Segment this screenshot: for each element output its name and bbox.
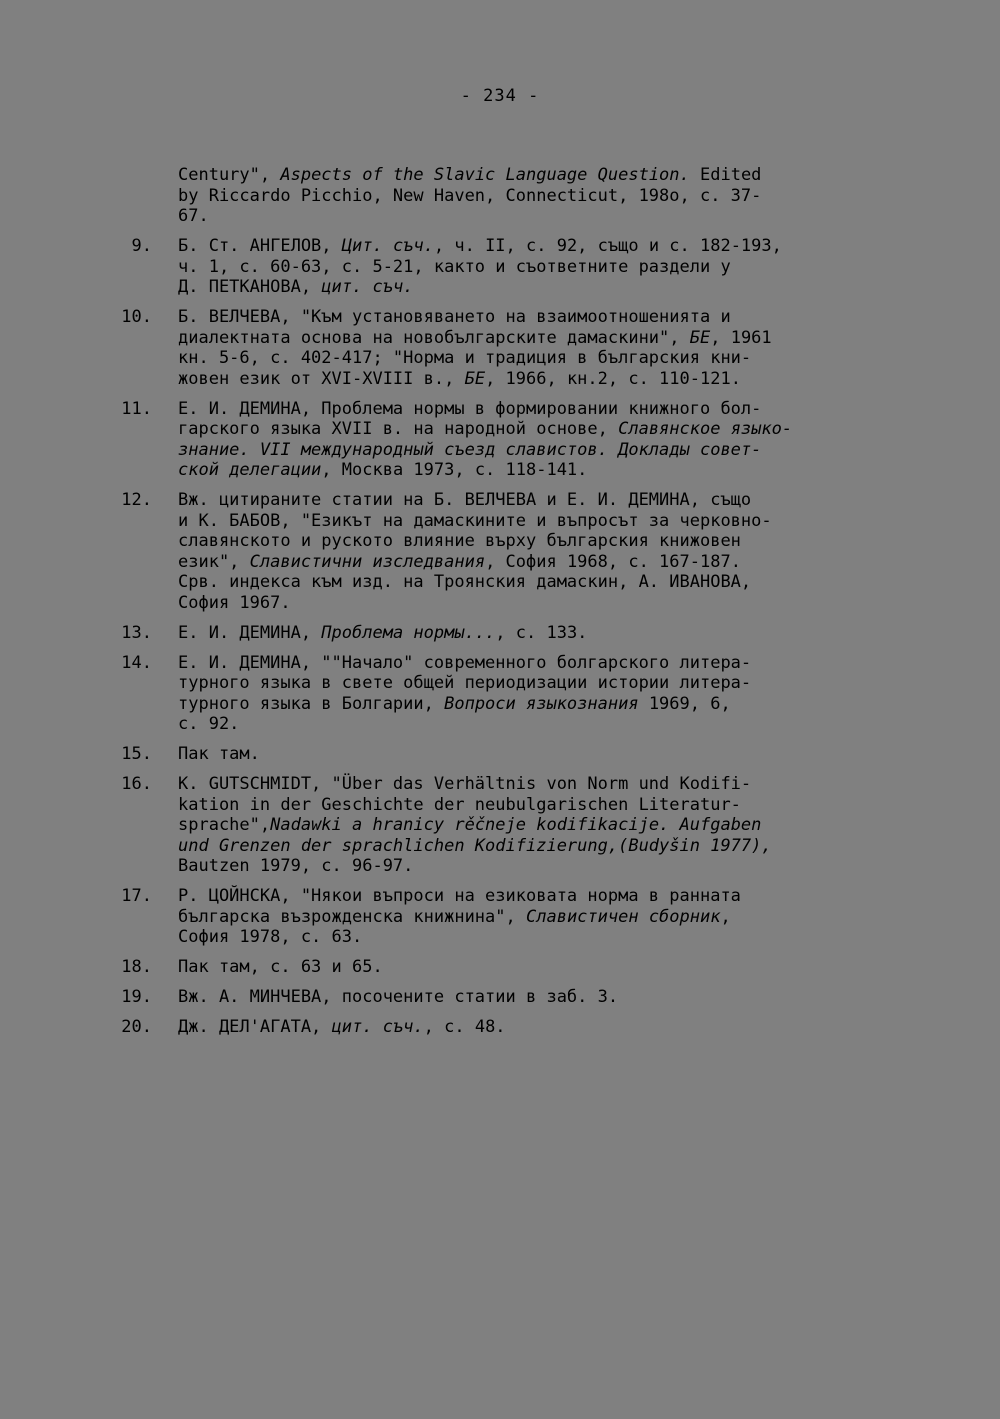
italic-text: Вопроси языкознания [444,693,639,714]
text: жовен език от XVI-XVIII в., [178,368,465,389]
text: Б. Ст. АНГЕЛОВ, [178,236,342,256]
text: език", [178,551,250,572]
footnote-number: 11. [121,398,152,419]
footnote-number: 10. [121,307,152,327]
footnote-line [178,206,900,227]
footnote-line [178,257,900,278]
footnote-number: 15. [121,744,152,764]
footnote-line [178,774,900,795]
footnote-line [178,369,900,390]
footnote-line [178,836,900,857]
footnote-line [178,795,900,816]
italic-text: und Grenzen der sprachlichen Kodifizierung,(Budyšin 1977), [178,835,772,856]
footnote-line [178,531,900,552]
footnote-number: 9. [131,236,152,256]
footnote [100,653,900,735]
italic-text: Славянское языко- [618,419,793,439]
footnote [100,399,900,481]
text: kation in der Geschichte der neubulgarischen Literatur- [178,794,741,815]
text: , с. 48. [423,1017,506,1037]
footnote-line [178,460,900,481]
italic-text: Славистичен сборник [526,906,721,927]
text: by Riccardo Picchio, New Haven, Connecticut, 198o, c. 37- [178,185,762,206]
footnote-line [178,490,900,511]
text: , ч. II, с. 92, също и с. 182-193, [433,236,782,256]
text: 1969, 6, [638,693,731,714]
footnote [100,774,900,877]
footnote-number: 18. [121,957,152,977]
footnote-line [178,856,900,877]
text: Bautzen 1979, c. 96-97. [178,856,414,876]
text: София 1967. [178,592,291,613]
footnote-line [178,236,900,257]
footnote-number: 16. [121,774,152,794]
italic-text: знание. VII международный съезд славистов. Доклады совет- [178,439,762,460]
footnote-line [178,957,900,978]
footnote-line [178,186,900,207]
footnote-line [178,886,900,907]
text: Вж. А. МИНЧЕВА, посочените статии в заб. 3. [178,987,619,1007]
text: турного языка в Болгарии, [178,693,445,714]
footnote-line [178,815,900,836]
text: Е. И. ДЕМИНА, ""Начало" современного болгарского литера- [178,652,752,673]
text: и К. БАБОВ, "Езикът на дамаскините и въпросът за черковно- [178,510,772,531]
text: K. GUTSCHMIDT, "Über das Verhältnis von Norm und Kodifi- [178,774,752,794]
text: Срв. индекса към изд. на Троянския дамаскин, А. ИВАНОВА, [178,572,752,592]
text: Б. ВЕЛЧЕВА, "Към установяването на взаимоотношенията и [178,307,731,327]
footnote [100,957,900,978]
italic-text: Aspects of the Slavic Language Question. [280,165,690,185]
text: 67. [178,206,209,226]
text: Е. И. ДЕМИНА, [178,622,322,643]
text: славянското и руското влияние върху българския книжовен [178,531,741,551]
text: Дж. ДЕЛ'АГАТА, [178,1017,332,1037]
footnote [100,236,900,298]
footnote [100,987,900,1008]
footnote-line [178,907,900,928]
footnote-number: 12. [121,490,152,510]
text: , Москва 1973, с. 118-141. [321,460,588,480]
text: , с. 133. [495,622,588,643]
text: Е. И. ДЕМИНА, Проблема нормы в формировании книжного бол- [178,398,762,419]
footnote-line [178,165,900,186]
footnote-line [178,694,900,715]
footnote-line [178,1017,900,1038]
text: Р. ЦОЙНСКА, "Някои въпроси на езиковата норма в ранната [178,886,741,906]
footnote-line [178,277,900,298]
footnote [100,744,900,765]
text: гарского языка XVII в. на народной основе, [178,419,619,439]
footnote-number: 17. [121,886,152,906]
footnote-line [178,440,900,461]
footnote-line [178,399,900,420]
footnote-number: 14. [121,652,152,673]
text: София 1978, с. 63. [178,927,363,947]
text: Century", [178,165,281,185]
footnote-number: 13. [121,622,152,643]
text: турного языка в свете общей периодизации истории литера- [178,673,752,693]
footnote [100,307,900,389]
italic-text: БЕ [464,368,486,389]
text: Edited [689,165,762,185]
text: , 1966, кн.2, с. 110-121. [485,368,741,389]
footnote-line [178,927,900,948]
footnote-line [178,593,900,614]
text: Д. ПЕТКАНОВА, [178,277,322,297]
text: с. 92. [178,714,240,734]
italic-text: Славистични изследвания [249,551,486,572]
footnote-line [178,552,900,573]
footnote-line [178,307,900,328]
text: българска възрожденска книжнина", [178,906,526,927]
footnotes-list [100,165,900,1047]
footnote-line [178,623,900,644]
italic-text: цит. съч. [321,277,414,297]
footnote-line [178,511,900,532]
text: ч. 1, с. 60-63, с. 5-21, както и съответните раздели у [178,256,731,277]
text: Пак там. [178,744,260,764]
footnote [100,886,900,948]
italic-text: ской делегации [178,460,322,480]
footnote-line [178,653,900,674]
footnote-line [178,987,900,1008]
text: , София 1968, с. 167-187. [485,551,741,572]
italic-text: Цит. съч. [341,236,434,256]
footnote [100,623,900,644]
footnote-line [178,714,900,735]
footnote-line [178,348,900,369]
text: диалектната основа на новобългарските дамаскини", [178,327,690,348]
footnote-line [178,673,900,694]
page-number: - 234 - [460,86,540,106]
footnote [100,1017,900,1038]
text: Вж. цитираните статии на Б. ВЕЛЧЕВА и Е. И. ДЕМИНА, също [178,490,752,510]
footnote-line [178,419,900,440]
text: sprache", [178,815,271,835]
italic-text: Nadawki a hranicy rěčneje kodifikacije. Aufgaben [270,815,762,835]
italic-text: БЕ [689,327,711,348]
footnote [100,165,900,227]
italic-text: Проблема нормы... [321,622,496,643]
text: Пак там, с. 63 и 65. [178,957,383,977]
footnote-line [178,572,900,593]
text: , [720,906,731,927]
text: , 1961 [710,327,772,348]
footnote [100,490,900,613]
footnote-number: 19. [121,987,152,1007]
text: кн. 5-6, с. 402-417; "Норма и традиция в българския кни- [178,348,752,368]
footnote-line [178,744,900,765]
italic-text: цит. съч. [331,1017,424,1037]
footnote-line [178,328,900,349]
footnote-number: 20. [121,1017,152,1037]
